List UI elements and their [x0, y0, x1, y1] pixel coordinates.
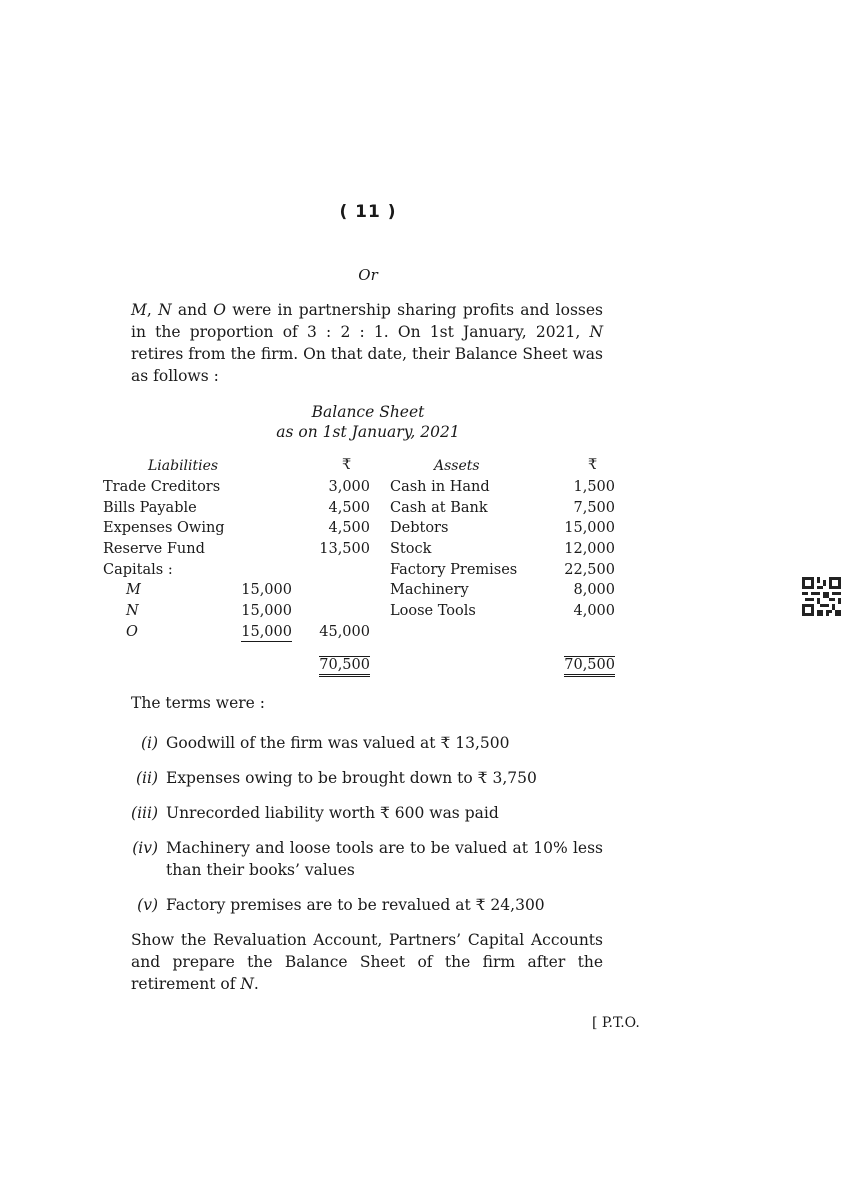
- capitals-total: 45,000: [319, 624, 370, 640]
- liability-amount: 4,500: [328, 500, 370, 516]
- intro-text-1: ,: [146, 301, 159, 319]
- liability-label: Trade Creditors: [103, 479, 221, 495]
- capital-amount: 15,000: [241, 582, 292, 598]
- liability-label: Expenses Owing: [103, 520, 225, 536]
- asset-amount: 22,500: [564, 562, 615, 578]
- rupee-header-liabilities: ₹: [342, 457, 352, 473]
- asset-label: Loose Tools: [390, 603, 476, 619]
- total-liabilities: [300, 655, 370, 675]
- page-number: ( 11 ): [339, 202, 397, 222]
- partner-m: M: [131, 301, 147, 319]
- term-number: (iii): [131, 804, 158, 822]
- instruction-paragraph: [131, 929, 603, 995]
- liability-label: Capitals :: [103, 562, 173, 578]
- liability-amount: 4,500: [328, 520, 370, 536]
- intro-paragraph: [131, 299, 603, 387]
- asset-amount: 15,000: [564, 520, 615, 536]
- asset-amount: 1,500: [573, 479, 615, 495]
- term-text: Machinery and loose tools are to be valued at 10% less than their books’ values: [166, 839, 603, 879]
- term-number: (iv): [132, 839, 158, 857]
- asset-label: Factory Premises: [390, 562, 518, 578]
- liabilities-header: Liabilities: [148, 458, 219, 474]
- intro-text-3: were in partnership sharing profits and losses in the proportion of 3 : 2 : 1. On 1st January, 2021,: [131, 301, 604, 341]
- capital-partner: O: [126, 624, 138, 640]
- total-assets-value: 70,500: [564, 656, 615, 677]
- or-label: Or: [358, 266, 378, 284]
- assets-header: Assets: [434, 458, 480, 474]
- liability-label: Bills Payable: [103, 500, 197, 516]
- instruction-text-1: Show the Revaluation Account, Partners’ Capital Accounts and prepare the Balance Sheet of the firm after the retirement of: [131, 931, 603, 993]
- partner-n-2: N: [589, 323, 603, 341]
- qr-code-icon: [802, 577, 841, 616]
- asset-amount: 8,000: [573, 582, 615, 598]
- capital-partner: M: [126, 582, 141, 598]
- asset-label: Cash at Bank: [390, 500, 488, 516]
- liability-amount: 13,500: [319, 541, 370, 557]
- total-assets: [545, 655, 615, 675]
- terms-heading: The terms were :: [131, 694, 265, 712]
- pto-label: [ P.T.O.: [592, 1015, 640, 1031]
- rupee-header-assets: ₹: [588, 457, 598, 473]
- instruction-text-2: .: [253, 975, 259, 993]
- balance-sheet-title: [0, 402, 736, 442]
- asset-label: Stock: [390, 541, 432, 557]
- liability-label: Reserve Fund: [103, 541, 205, 557]
- asset-amount: 12,000: [564, 541, 615, 557]
- capital-amount-underlined: 15,000: [241, 624, 292, 640]
- term-text: Factory premises are to be revalued at ₹ 24,300: [166, 896, 545, 914]
- partner-n-3: N: [240, 975, 254, 993]
- term-text: Expenses owing to be brought down to ₹ 3,750: [166, 769, 537, 787]
- capital-partner: N: [126, 603, 139, 619]
- term-text: Goodwill of the firm was valued at ₹ 13,500: [166, 734, 510, 752]
- balance-sheet-date: as on 1st January, 2021: [276, 423, 460, 441]
- asset-label: Machinery: [390, 582, 469, 598]
- partner-o: O: [213, 301, 226, 319]
- balance-sheet-heading: Balance Sheet: [311, 403, 425, 421]
- capital-amount: [222, 622, 292, 642]
- asset-label: Debtors: [390, 520, 449, 536]
- partner-n: N: [158, 301, 172, 319]
- intro-text-2: and: [171, 301, 214, 319]
- asset-label: Cash in Hand: [390, 479, 490, 495]
- asset-amount: 4,000: [573, 603, 615, 619]
- term-number: (v): [137, 896, 158, 914]
- term-number: (ii): [135, 769, 158, 787]
- total-liabilities-value: 70,500: [319, 656, 370, 677]
- term-text: Unrecorded liability worth ₹ 600 was paid: [166, 804, 499, 822]
- capital-amount: 15,000: [241, 603, 292, 619]
- asset-amount: 7,500: [573, 500, 615, 516]
- intro-text-4: retires from the firm. On that date, their Balance Sheet was as follows :: [131, 345, 603, 385]
- term-number: (i): [140, 734, 158, 752]
- liability-amount: 3,000: [328, 479, 370, 495]
